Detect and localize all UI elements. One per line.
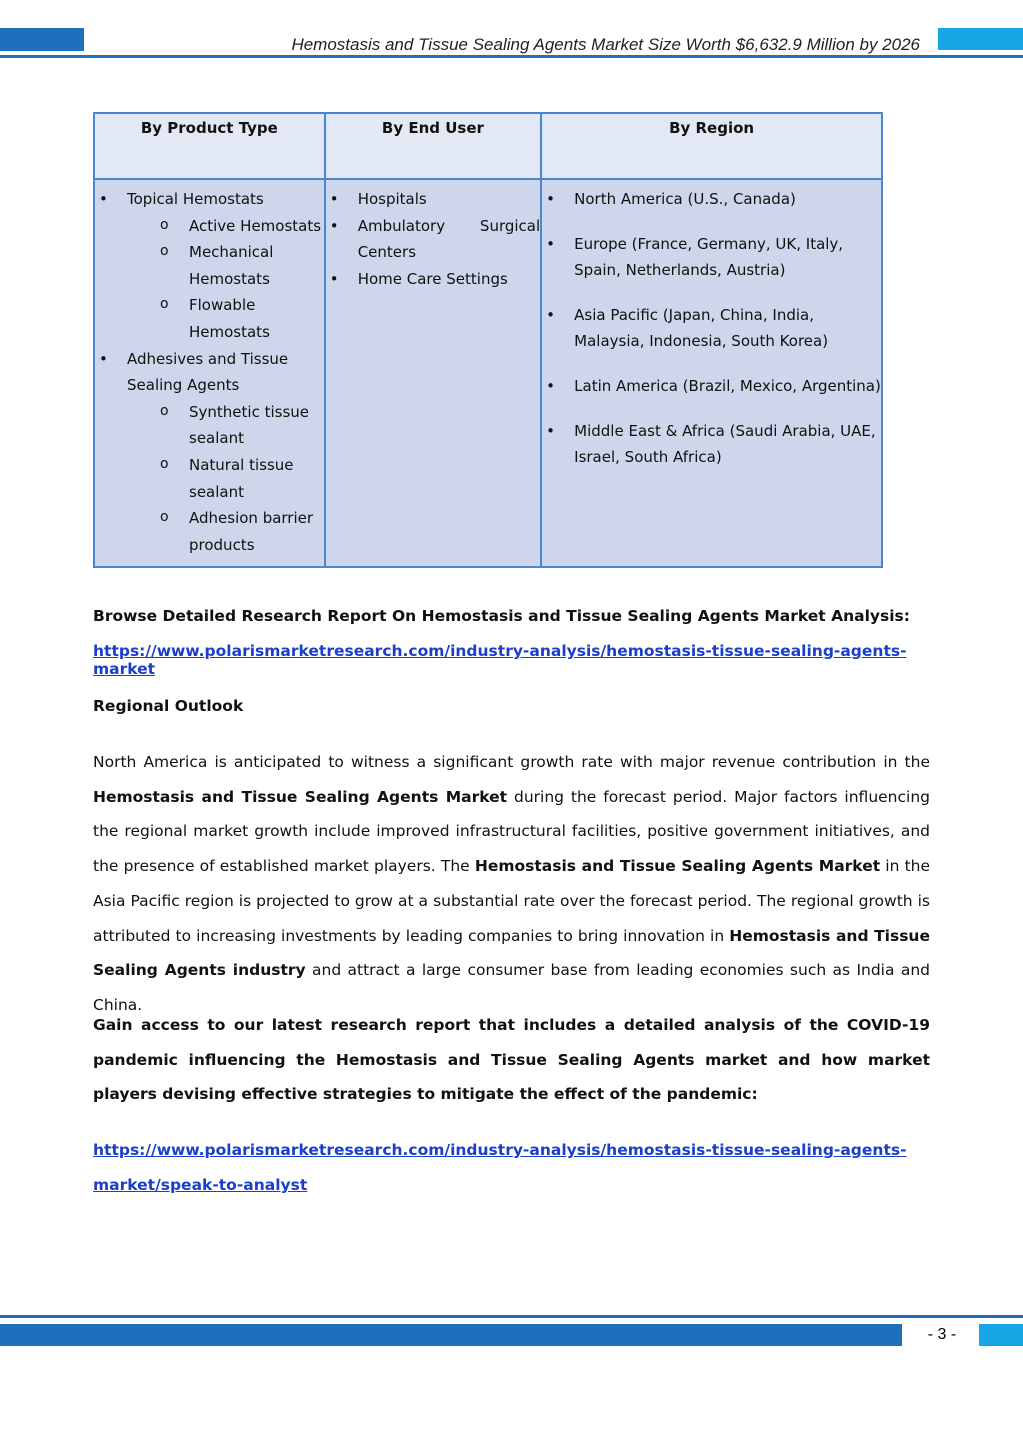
paragraph-text: North America is anticipated to witness a significant growth rate with major revenue contribution in the <box>93 753 930 771</box>
link-text[interactable]: market/speak-to-analyst <box>93 1175 308 1194</box>
page-number: - 3 - <box>927 1326 957 1343</box>
product-category-label: Adhesives and Tissue Sealing Agents <box>127 349 289 395</box>
header-title: Hemostasis and Tissue Sealing Agents Market Size Worth $6,632.9 Million by 2026 <box>291 35 920 54</box>
list-item: • Middle East & Africa (Saudi Arabia, UAE, Israel, South Africa) <box>542 418 881 471</box>
paragraph-text: during the forecast period. Major factors influencing the regional market growth include improved infrastructural facilities, positive government initiatives, and the presence of established market players. The <box>93 787 930 876</box>
list-item <box>326 213 540 266</box>
list-item: • North America (U.S., Canada) <box>542 186 881 213</box>
list-item: o Active Hemostats <box>127 213 324 240</box>
header-accent-right <box>938 28 1023 50</box>
paragraph-text: and attract a large consumer base from leading economies such as India and China. <box>93 961 930 1014</box>
product-category-label: Topical Hemostats <box>127 190 264 208</box>
list-item: o Adhesion barrier products <box>127 505 324 558</box>
region-cell <box>541 179 882 567</box>
paragraph-emphasis: Hemostasis and Tissue Sealing Agents industry <box>93 926 930 980</box>
report-link[interactable]: https://www.polarismarketresearch.com/industry-analysis/hemostasis-tissue-sealing-agents-market <box>93 642 907 678</box>
section-heading: Regional Outlook <box>93 697 244 715</box>
segmentation-table <box>93 112 883 568</box>
list-item: • Hospitals <box>326 186 540 213</box>
paragraph-emphasis: Hemostasis and Tissue Sealing Agents Market <box>93 787 508 806</box>
list-item <box>95 186 324 346</box>
footer-rule <box>0 1315 1023 1318</box>
product-type-cell <box>94 179 325 567</box>
paragraph-text: in the Asia Pacific region is projected to grow at a substantial rate over the forecast period. The regional growth is attributed to increasing investments by leading companies to bring innovation in <box>93 857 931 945</box>
col-header-end-user: By End User <box>325 113 541 179</box>
list-item: • Latin America (Brazil, Mexico, Argentina) <box>542 373 881 400</box>
header-rule <box>0 55 1023 58</box>
col-header-product-type: By Product Type <box>94 113 325 179</box>
header-accent-left <box>0 28 84 51</box>
footer-accent-right <box>979 1324 1023 1346</box>
paragraph-emphasis: Hemostasis and Tissue Sealing Agents Market <box>474 857 881 876</box>
list-item: o Natural tissue sealant <box>127 452 324 505</box>
end-user-label: • Ambulatory Surgical <box>357 216 541 235</box>
browse-heading: Browse Detailed Research Report On Hemostasis and Tissue Sealing Agents Market Analysis: <box>93 607 910 625</box>
list-item: o Mechanical Hemostats <box>127 239 324 292</box>
end-user-label-cont: Centers <box>357 243 417 262</box>
list-item: • Asia Pacific (Japan, China, India, Malaysia, Indonesia, South Korea) <box>542 302 881 355</box>
col-header-region: By Region <box>541 113 882 179</box>
regional-paragraph <box>93 745 930 1023</box>
covid-paragraph: Gain access to our latest research report that includes a detailed analysis of the COVID-19 pandemic influencing the Hemostasis and Tissue Sealing Agents market and how market players devising effective strategies to mitigate the effect of the pandemic: <box>93 1016 930 1104</box>
list-item: • Home Care Settings <box>326 266 540 293</box>
end-user-cell <box>325 179 541 567</box>
list-item: o Synthetic tissue sealant <box>127 399 324 452</box>
speak-to-analyst-link-block <box>93 1133 930 1202</box>
list-item <box>95 346 324 559</box>
link-text[interactable]: https://www.polarismarketresearch.com/industry-analysis/hemostasis-tissue-sealing-agents- <box>93 1141 907 1159</box>
list-item: • Europe (France, Germany, UK, Italy, Spain, Netherlands, Austria) <box>542 231 881 284</box>
speak-to-analyst-link[interactable] <box>93 1141 907 1194</box>
list-item: o Flowable Hemostats <box>127 292 324 345</box>
footer-bar <box>0 1324 902 1346</box>
